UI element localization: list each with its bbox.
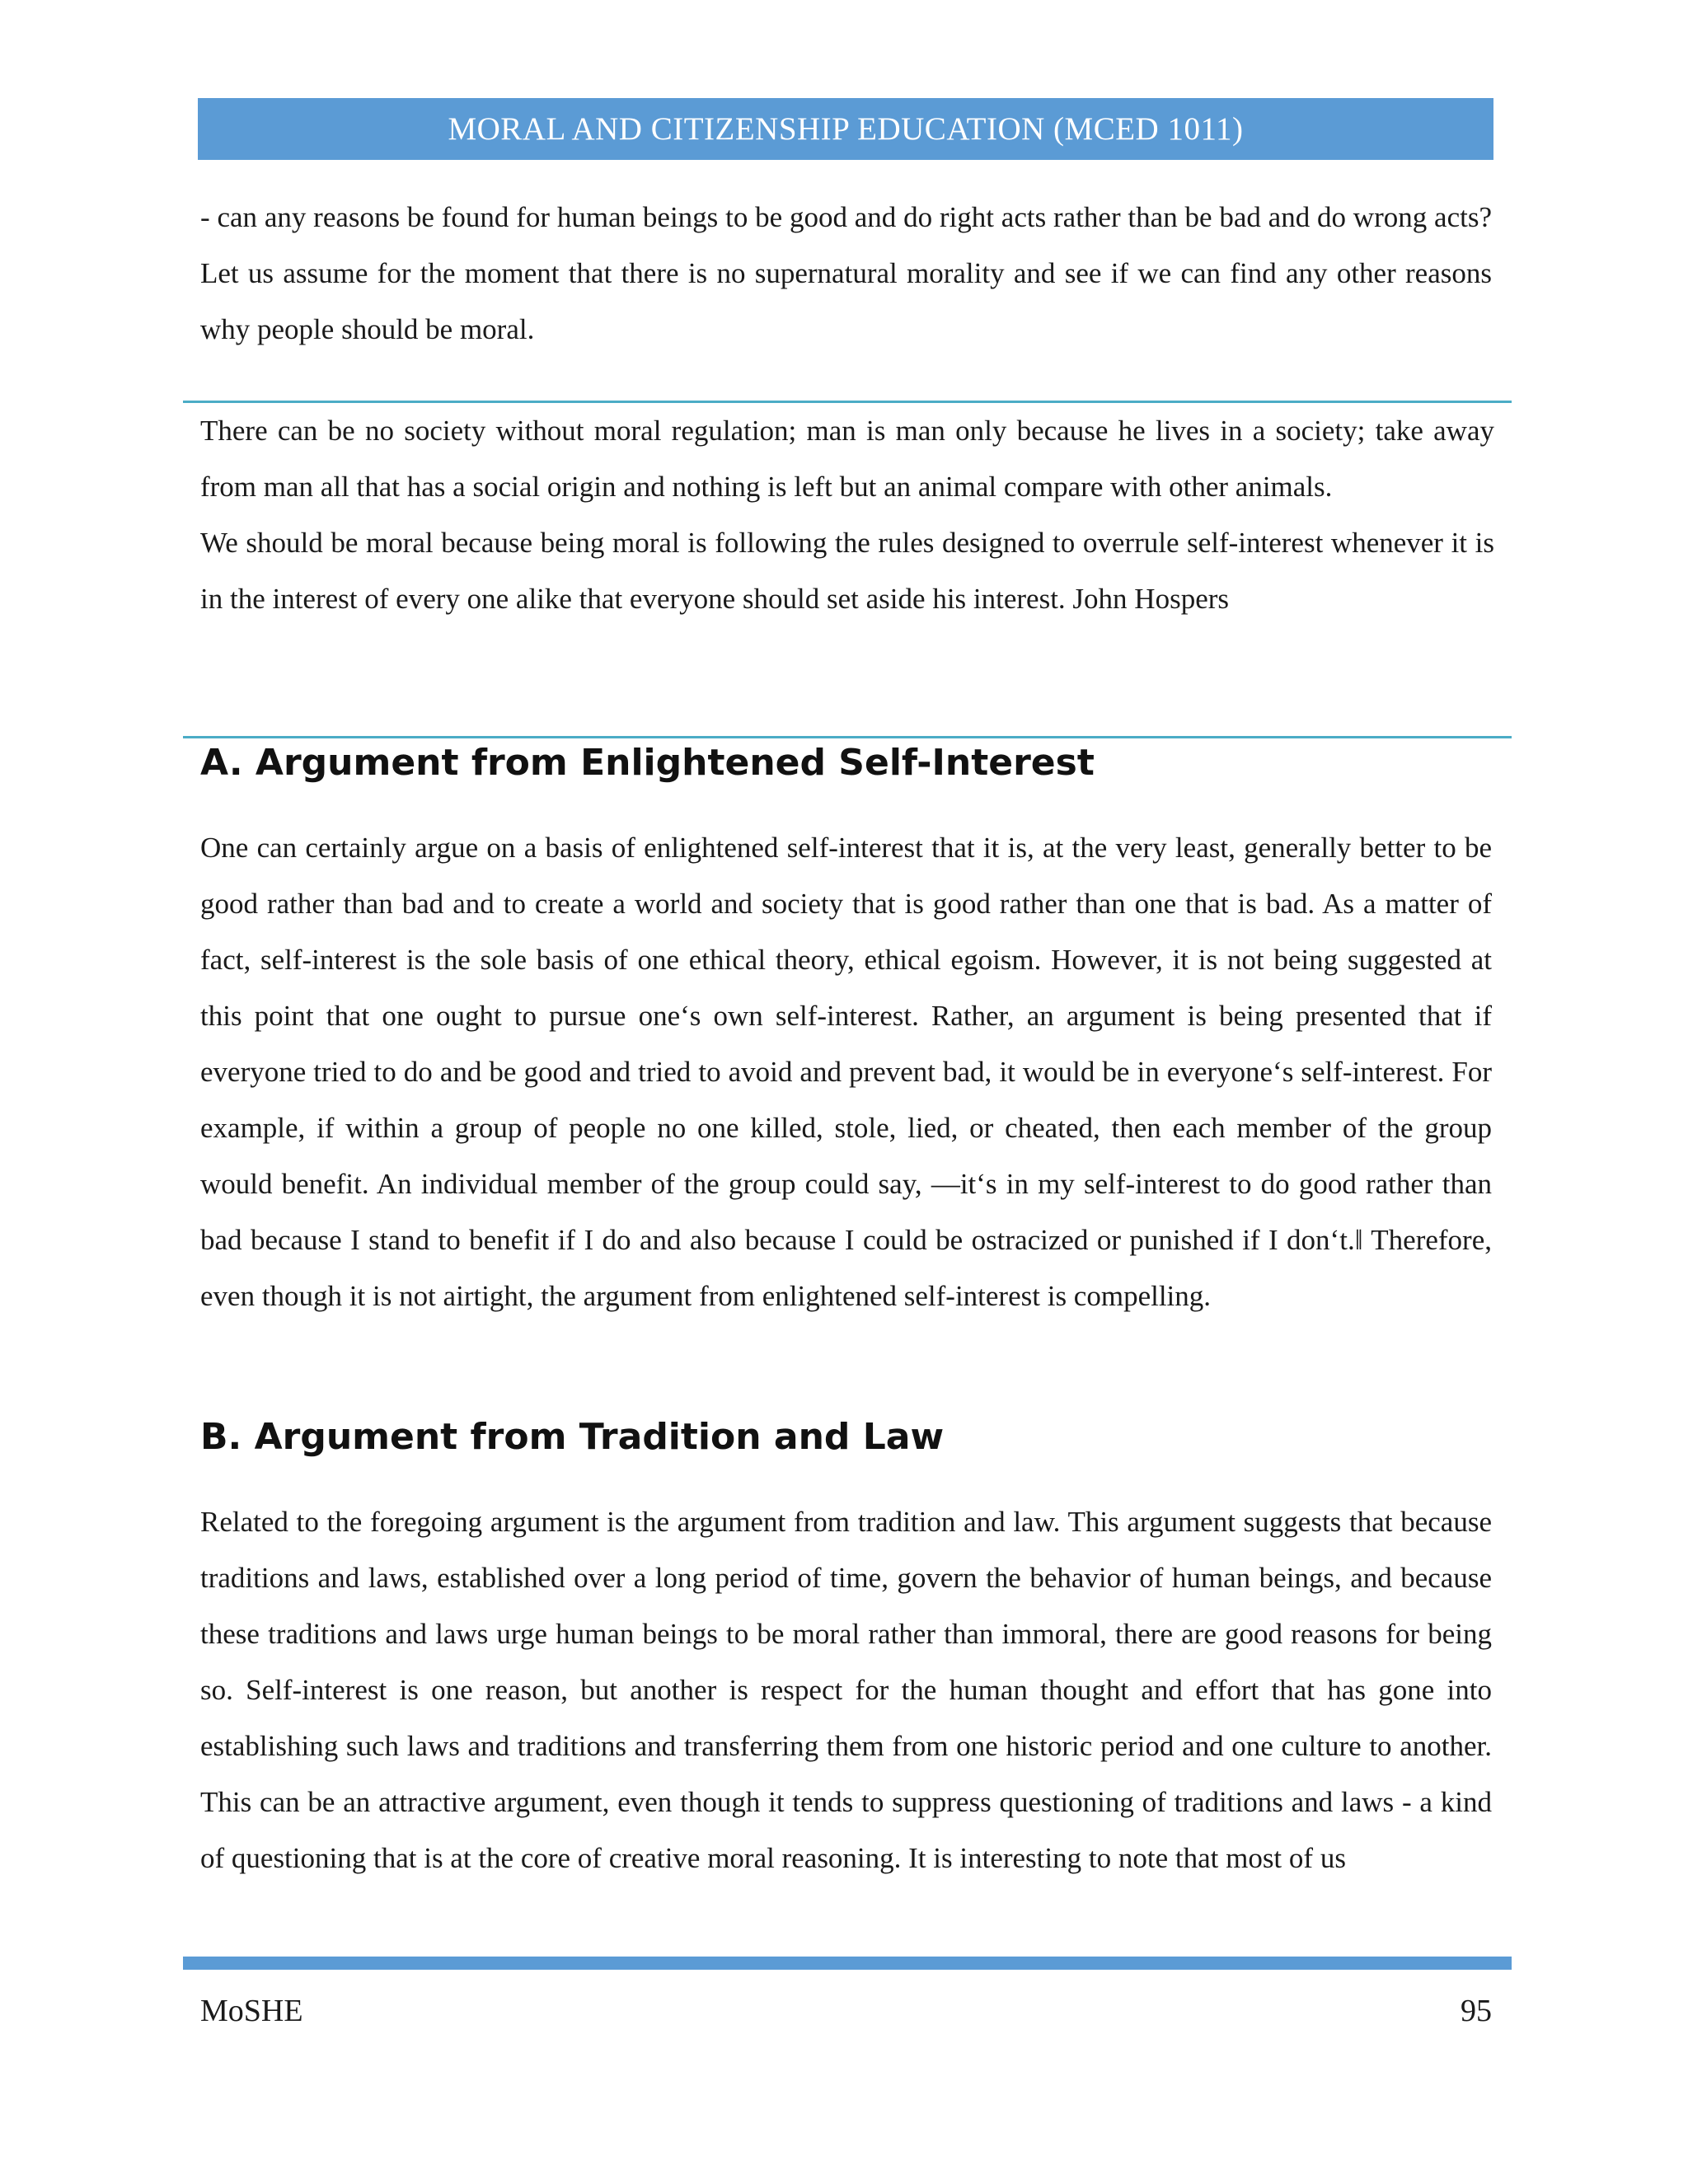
- intro-paragraph: - can any reasons be found for human beings to be good and do right acts rather than be bad and do wrong acts? Let us assume for the moment that there is no supernatural morality and see if we can find any other reasons why people should be moral.: [200, 201, 1492, 345]
- footer-rule: [183, 1957, 1512, 1970]
- quote-box: [183, 401, 1512, 738]
- section-a-body: [200, 820, 1492, 1324]
- section-b-body: [200, 1494, 1492, 1886]
- intro-section: [200, 190, 1492, 358]
- page-header: [198, 98, 1493, 160]
- page-number: 95: [1461, 1994, 1492, 2028]
- header-title: MORAL AND CITIZENSHIP EDUCATION (MCED 1011): [448, 111, 1244, 147]
- section-a-heading: A. Argument from Enlightened Self-Interest: [200, 742, 1095, 784]
- quote-paragraph-1: There can be no society without moral regulation; man is man only because he lives in a society; take away from man all that has a social origin and nothing is left but an animal compare with other animals.: [200, 415, 1494, 503]
- section-b-paragraph: Related to the foregoing argument is the argument from tradition and law. This argument suggests that because traditions and laws, established over a long period of time, govern the behavior of human beings, and because these traditions and laws urge human beings to be moral rather than immoral, there are good reasons for being so. Self-interest is one reason, but another is respect for the human thought and effort that has gone into establishing such laws and traditions and transferring them from one historic period and one culture to another. This can be an attractive argument, even though it tends to suppress questioning of traditions and laws - a kind of questioning that is at the core of creative moral reasoning. It is interesting to note that most of us: [200, 1506, 1492, 1874]
- quote-paragraph-2: We should be moral because being moral is following the rules designed to overrule self-interest whenever it is in the interest of every one alike that everyone should set aside his interest. John Hospers: [200, 527, 1494, 615]
- section-b-heading: B. Argument from Tradition and Law: [200, 1416, 945, 1458]
- footer-publisher: MoSHE: [200, 1994, 303, 2028]
- section-a-paragraph: One can certainly argue on a basis of enlightened self-interest that it is, at the very least, generally better to be good rather than bad and to create a world and society that is good rather than one that is bad. As a matter of fact, self-interest is the sole basis of one ethical theory, ethical egoism. However, it is not being suggested at this point that one ought to pursue one‘s own self-interest. Rather, an argument is being presented that if everyone tried to do and be good and tried to avoid and prevent bad, it would be in everyone‘s self-interest. For example, if within a group of people no one killed, stole, lied, or cheated, then each member of the group would benefit. An individual member of the group could say, ―it‘s in my self-interest to do good rather than bad because I stand to benefit if I do and also because I could be ostracized or punished if I don‘t.‖ Therefore, even though it is not airtight, the argument from enlightened self-interest is compelling.: [200, 832, 1492, 1312]
